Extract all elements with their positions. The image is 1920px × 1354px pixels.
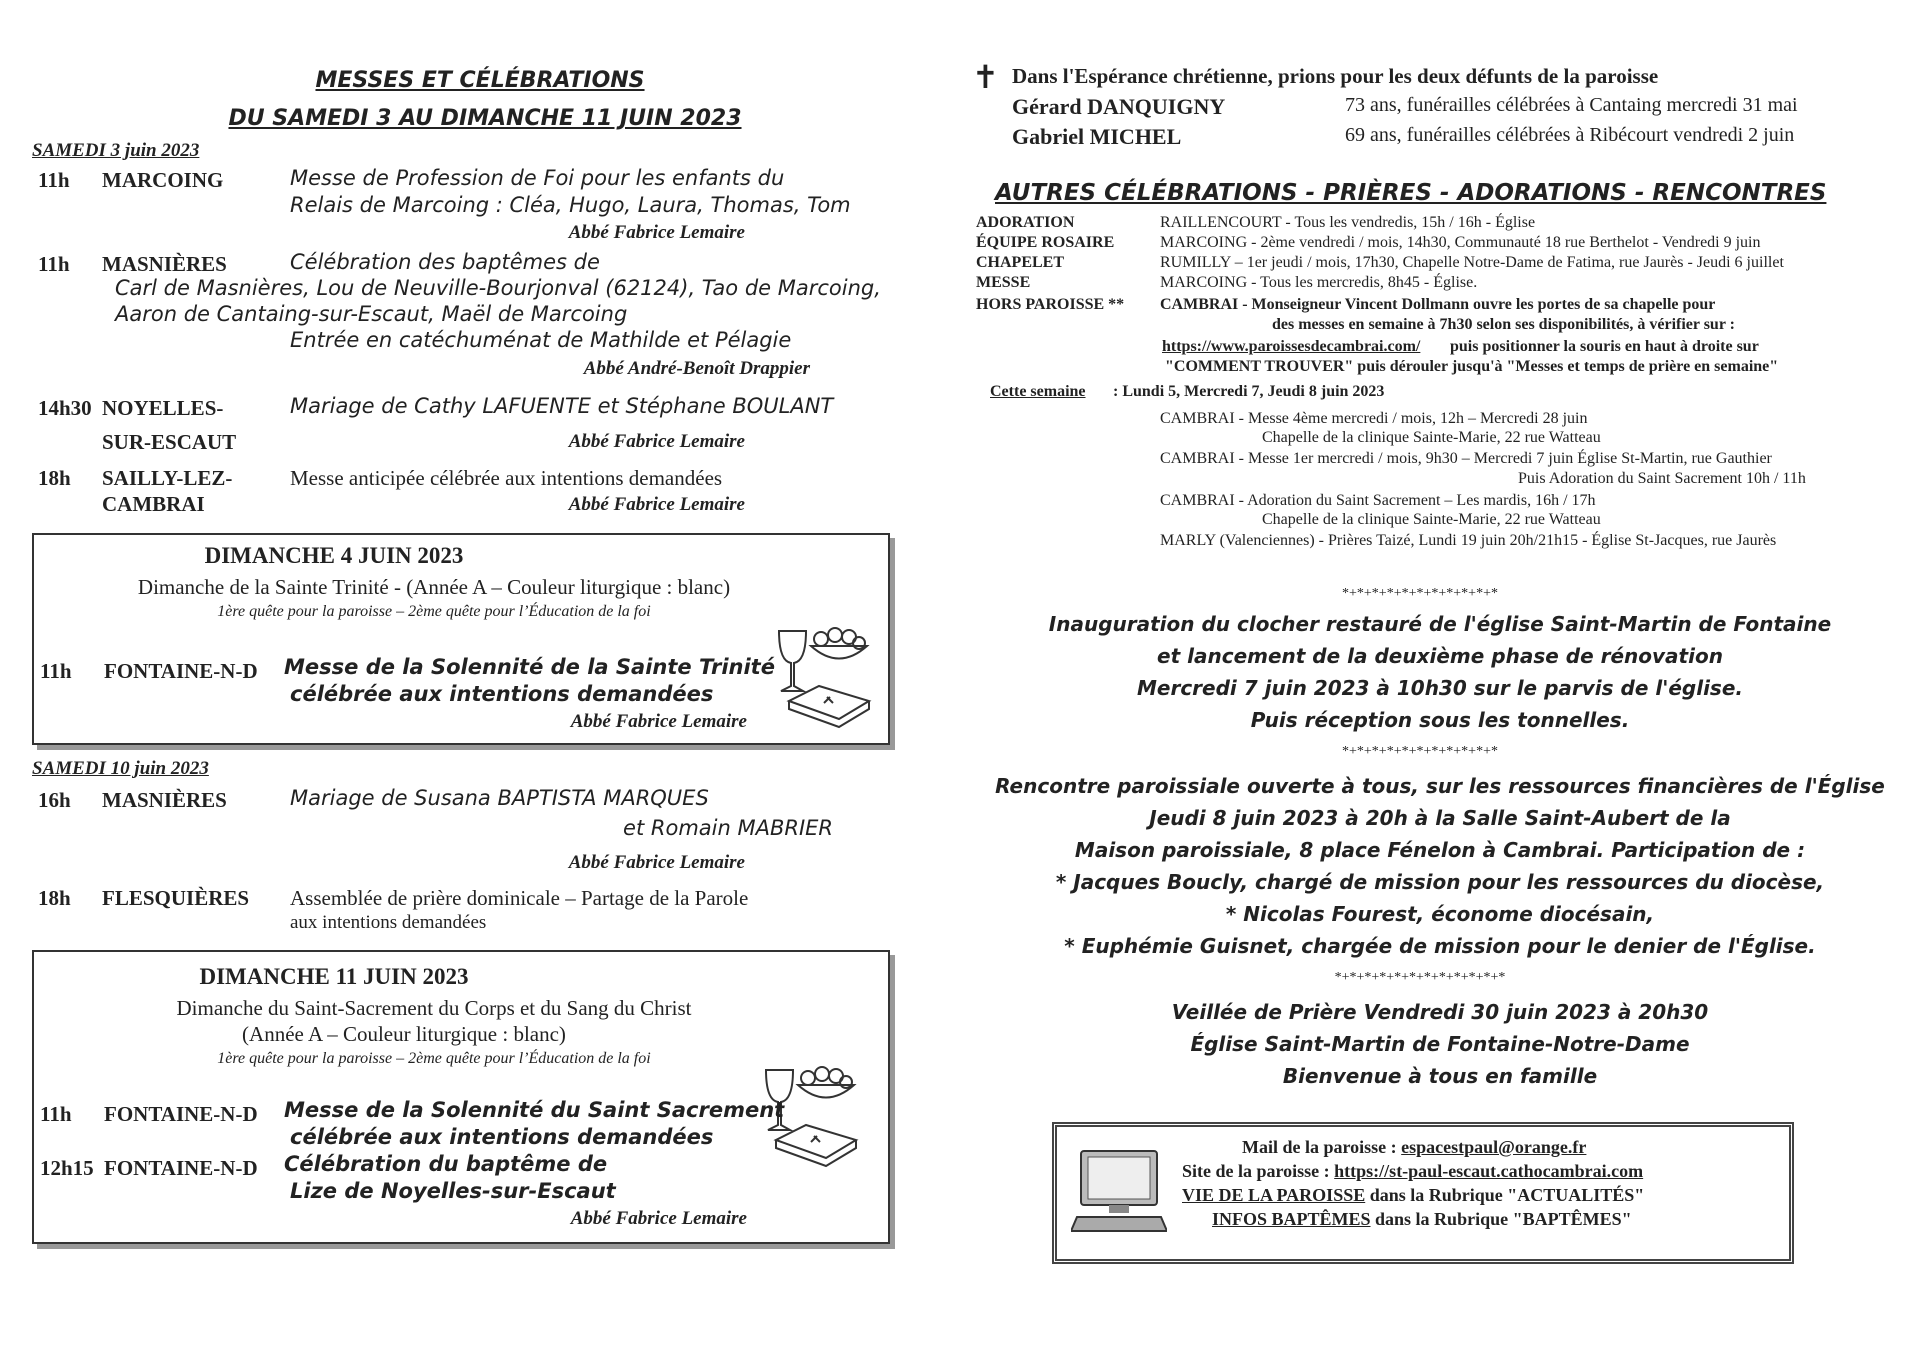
computer-icon <box>1071 1147 1167 1237</box>
rencontre-text: * Euphémie Guisnet, chargée de mission pour le denier de l'Église. <box>1064 934 1816 958</box>
event-text: Aaron de Cantaing-sur-Escaut, Maël de Marcoing <box>115 302 628 326</box>
contact-box <box>1052 1122 1794 1264</box>
sunday-heading: DIMANCHE 4 JUIN 2023 <box>204 543 464 568</box>
text: Chapelle de la clinique Sainte-Marie, 22 rue Watteau <box>1262 429 1601 446</box>
inauguration-text: Puis réception sous les tonnelles. <box>1250 708 1630 732</box>
text: CAMBRAI - Monseigneur Vincent Dollmann ouvre les portes de sa chapelle pour <box>1160 296 1716 313</box>
inauguration-text: Mercredi 7 juin 2023 à 10h30 sur le parvis de l'église. <box>1137 676 1743 700</box>
vie-rest: dans la Rubrique "ACTUALITÉS" <box>1369 1185 1645 1205</box>
quete: 1ère quête pour la paroisse – 2ème quête pour l’Éducation de la foi <box>217 1050 651 1067</box>
text: MARLY (Valenciennes) - Prières Taizé, Lundi 19 juin 20h/21h15 - Église St-Jacques, rue Jaurès <box>1160 532 1777 549</box>
time: 16h <box>38 788 71 812</box>
quete: 1ère quête pour la paroisse – 2ème quête pour l’Éducation de la foi <box>217 603 651 620</box>
infos-line <box>1212 1209 1632 1230</box>
deaths-intro: Dans l'Espérance chrétienne, prions pour les deux défunts de la paroisse <box>1012 64 1659 88</box>
separator-stars: *+*+*+*+*+*+*+*+*+*+* <box>1342 744 1498 759</box>
event-text: célébrée aux intentions demandées <box>290 1125 714 1149</box>
inauguration-text: et lancement de la deuxième phase de rénovation <box>1157 644 1723 668</box>
time: 18h <box>38 886 71 910</box>
site-label: Site de la paroisse : <box>1182 1161 1330 1181</box>
place: SAILLY-LEZ- <box>102 466 233 490</box>
mail-label: Mail de la paroisse : <box>1242 1137 1397 1157</box>
veillee-text: Veillée de Prière Vendredi 30 juin 2023 à 20h30 <box>1171 1000 1709 1024</box>
time: 12h15 <box>40 1156 94 1180</box>
text: Chapelle de la clinique Sainte-Marie, 22 rue Watteau <box>1262 511 1601 528</box>
text: des messes en semaine à 7h30 selon ses disponibilités, à vérifier sur : <box>1272 316 1735 333</box>
date-samedi-10: SAMEDI 10 juin 2023 <box>32 758 209 779</box>
event-text: Messe anticipée célébrée aux intentions demandées <box>290 466 723 490</box>
text: Puis Adoration du Saint Sacrement 10h / 11h <box>1518 470 1806 487</box>
time: 14h30 <box>38 396 92 420</box>
event-text: Mariage de Susana BAPTISTA MARQUES <box>290 786 709 810</box>
event-text: Messe de Profession de Foi pour les enfants du <box>290 166 785 190</box>
priest: Abbé Fabrice Lemaire <box>568 494 745 515</box>
place: SUR-ESCAUT <box>102 430 237 454</box>
label: CHAPELET <box>976 254 1065 271</box>
event-text: Assemblée de prière dominicale – Partage de la Parole <box>290 886 749 910</box>
rencontre-text: Jeudi 8 juin 2023 à 20h à la Salle Saint-Aubert de la <box>1149 806 1731 830</box>
deceased-info: 69 ans, funérailles célébrées à Ribécourt vendredi 2 juin <box>1345 124 1795 146</box>
sunday-subtitle: (Année A – Couleur liturgique : blanc) <box>242 1022 566 1046</box>
url-link[interactable]: https://www.paroissesdecambrai.com/ <box>1162 338 1421 355</box>
event-text: Messe de la Solennité de la Sainte Trinité <box>284 655 775 679</box>
label: Cette semaine <box>990 383 1086 400</box>
separator-stars: *+*+*+*+*+*+*+*+*+*+*+* <box>1334 970 1506 985</box>
time: 11h <box>40 1102 72 1126</box>
event-text: Mariage de Cathy LAFUENTE et Stéphane BOULANT <box>290 394 834 418</box>
text: CAMBRAI - Messe 1er mercredi / mois, 9h30 – Mercredi 7 juin Église St-Martin, rue Gauthier <box>1160 450 1772 467</box>
text: CAMBRAI - Messe 4ème mercredi / mois, 12h – Mercredi 28 juin <box>1160 410 1588 427</box>
label: HORS PAROISSE ** <box>976 296 1125 313</box>
event-text: et Romain MABRIER <box>623 816 833 840</box>
label: MESSE <box>976 274 1031 291</box>
title-line2: DU SAMEDI 3 AU DIMANCHE 11 JUIN 2023 <box>228 106 742 131</box>
text: MARCOING - Tous les mercredis, 8h45 - Église. <box>1160 274 1478 291</box>
inauguration-text: Inauguration du clocher restauré de l'église Saint-Martin de Fontaine <box>1048 612 1832 636</box>
sunday-subtitle: Dimanche de la Sainte Trinité - (Année A – Couleur liturgique : blanc) <box>137 575 731 599</box>
priest: Abbé Fabrice Lemaire <box>570 711 747 732</box>
event-text: Entrée en catéchuménat de Mathilde et Pélagie <box>290 328 792 352</box>
event-text: Relais de Marcoing : Cléa, Hugo, Laura, Thomas, Tom <box>290 193 851 217</box>
deceased-name: Gabriel MICHEL <box>1012 124 1182 149</box>
place: MARCOING <box>102 168 224 192</box>
veillee-text: Bienvenue à tous en famille <box>1282 1064 1598 1088</box>
chalice-bread-bible-icon <box>769 591 879 741</box>
event-text: célébrée aux intentions demandées <box>290 682 714 706</box>
text: puis positionner la souris en haut à droite sur <box>1450 338 1759 355</box>
title-line1: MESSES ET CÉLÉBRATIONS <box>315 68 645 93</box>
text: MARCOING - 2ème vendredi / mois, 14h30, Communauté 18 rue Berthelot - Vendredi 9 juin <box>1160 234 1761 251</box>
mail-link[interactable]: espacestpaul@orange.fr <box>1401 1137 1587 1157</box>
event-text: Carl de Masnières, Lou de Neuville-Bourjonval (62124), Tao de Marcoing, <box>115 276 881 300</box>
time: 11h <box>40 659 72 683</box>
time: 18h <box>38 466 71 490</box>
vie-line <box>1182 1185 1644 1206</box>
date-samedi-3: SAMEDI 3 juin 2023 <box>32 140 200 161</box>
rencontre-text: Maison paroissiale, 8 place Fénelon à Cambrai. Participation de : <box>1074 838 1806 862</box>
autres-title: AUTRES CÉLÉBRATIONS - PRIÈRES - ADORATIONS - RENCONTRES <box>995 180 1827 206</box>
label: ÉQUIPE ROSAIRE <box>976 234 1115 251</box>
place: FONTAINE-N-D <box>104 1156 258 1180</box>
rencontre-text: Rencontre paroissiale ouverte à tous, sur les ressources financières de l'Église <box>995 774 1885 798</box>
text: "COMMENT TROUVER" puis dérouler jusqu'à "Messes et temps de prière en semaine" <box>1165 358 1779 375</box>
sunday-11-box <box>32 950 890 1244</box>
priest: Abbé Fabrice Lemaire <box>568 431 745 452</box>
place: FLESQUIÈRES <box>102 886 250 910</box>
priest: Abbé Fabrice Lemaire <box>570 1208 747 1229</box>
site-link[interactable]: https://st-paul-escaut.cathocambrai.com <box>1334 1161 1644 1181</box>
separator-stars: *+*+*+*+*+*+*+*+*+*+* <box>1342 586 1498 601</box>
priest: Abbé Fabrice Lemaire <box>568 222 745 243</box>
sunday-4-box <box>32 533 890 745</box>
sunday-subtitle: Dimanche du Saint-Sacrement du Corps et du Sang du Christ <box>176 996 692 1020</box>
label: ADORATION <box>976 214 1075 231</box>
place: MASNIÈRES <box>102 788 227 812</box>
rencontre-text: * Nicolas Fourest, économe diocésain, <box>1225 902 1655 926</box>
place: FONTAINE-N-D <box>104 1102 258 1126</box>
veillee-text: Église Saint-Martin de Fontaine-Notre-Dame <box>1190 1032 1690 1056</box>
event-text: Célébration des baptêmes de <box>290 250 600 274</box>
deceased-name: Gérard DANQUIGNY <box>1012 94 1226 119</box>
event-text: Célébration du baptême de <box>284 1152 608 1176</box>
cross-icon: ✝ <box>972 59 999 95</box>
site-line <box>1182 1161 1643 1182</box>
sunday-heading: DIMANCHE 11 JUIN 2023 <box>199 964 469 989</box>
event-text: Lize de Noyelles-sur-Escaut <box>290 1179 616 1203</box>
infos-rest: dans la Rubrique "BAPTÊMES" <box>1375 1209 1632 1229</box>
place: FONTAINE-N-D <box>104 659 258 683</box>
vie-link[interactable]: VIE DE LA PAROISSE <box>1182 1185 1366 1205</box>
priest: Abbé Fabrice Lemaire <box>568 852 745 873</box>
event-text: aux intentions demandées <box>290 912 487 933</box>
text: : Lundi 5, Mercredi 7, Jeudi 8 juin 2023 <box>1113 383 1385 400</box>
place: CAMBRAI <box>102 492 205 516</box>
place: NOYELLES- <box>102 396 224 420</box>
text: RAILLENCOURT - Tous les vendredis, 15h / 16h - Église <box>1160 214 1536 231</box>
priest: Abbé André-Benoît Drappier <box>583 358 810 379</box>
text: RUMILLY – 1er jeudi / mois, 17h30, Chapelle Notre-Dame de Fatima, rue Jaurès - Jeudi 6 juillet <box>1160 254 1784 271</box>
deceased-info: 73 ans, funérailles célébrées à Cantaing mercredi 31 mai <box>1345 94 1798 116</box>
time: 11h <box>38 252 70 276</box>
time: 11h <box>38 168 70 192</box>
infos-link[interactable]: INFOS BAPTÊMES <box>1212 1209 1371 1229</box>
text: CAMBRAI - Adoration du Saint Sacrement – Les mardis, 16h / 17h <box>1160 492 1596 509</box>
place: MASNIÈRES <box>102 252 227 276</box>
event-text: Messe de la Solennité du Saint Sacrement <box>284 1098 785 1122</box>
mail-line <box>1242 1137 1586 1158</box>
rencontre-text: * Jacques Boucly, chargé de mission pour les ressources du diocèse, <box>1055 870 1825 894</box>
